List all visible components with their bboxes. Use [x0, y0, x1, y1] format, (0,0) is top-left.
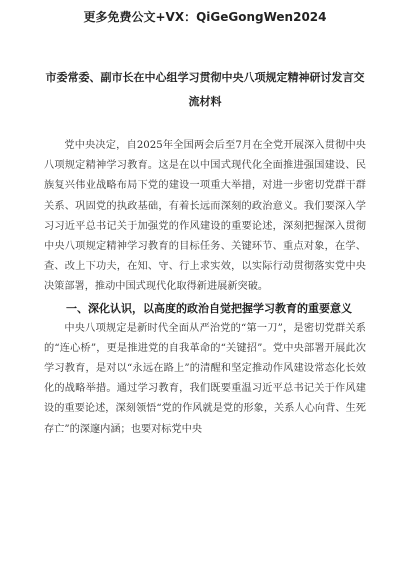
document-title: 市委常委、副市长在中心组学习贯彻中央八项规定精神研讨发言交流材料	[45, 71, 365, 108]
section-heading: 一、深化认识，以高度的政治自觉把握学习教育的重要意义	[66, 301, 352, 315]
intro-paragraph: 党中央决定，自2025年全国两会后至7月在全党开展深入贯彻中央八项规定精神学习教育。这是在以中国式现代化全面推进强国建设、民族复兴伟业战略布局下党的建设一项重大举措，对进一步密切党群干群关系、巩固党的执政基础，有着长远而深刻的政治意义。我们要深入学习习近平总书记关于加强党的作风建设的重要论述，深刻把握深入贯彻中央八项规定精神学习教育的目标任务、关键环节、重点对象，在学、查、改上下功夫，在知、守、行上求实效，以实际行动贯彻落实党中央决策部署，推动中国式现代化取得新进展新突破。	[44, 140, 366, 293]
page-header: 更多免费公文+VX：QiGeGongWen2024	[83, 10, 327, 24]
document-body	[44, 136, 366, 440]
section-paragraph: 中央八项规定是新时代全面从严治党的“第一刀”，是密切党群关系的“连心桥”，更是推进党的自我革命的“关键招”。党中央部署开展此次学习教育，是对以“永远在路上”的清醒和坚定推动作风建设常态化长效化的战略举措。通过学习教育，我们既要重温习近平总书记关于作风建设的重要论述，深刻领悟“党的作风就是党的形象，关系人心向背、生死存亡”的深邃内涵；也要对标党中央	[44, 322, 366, 435]
